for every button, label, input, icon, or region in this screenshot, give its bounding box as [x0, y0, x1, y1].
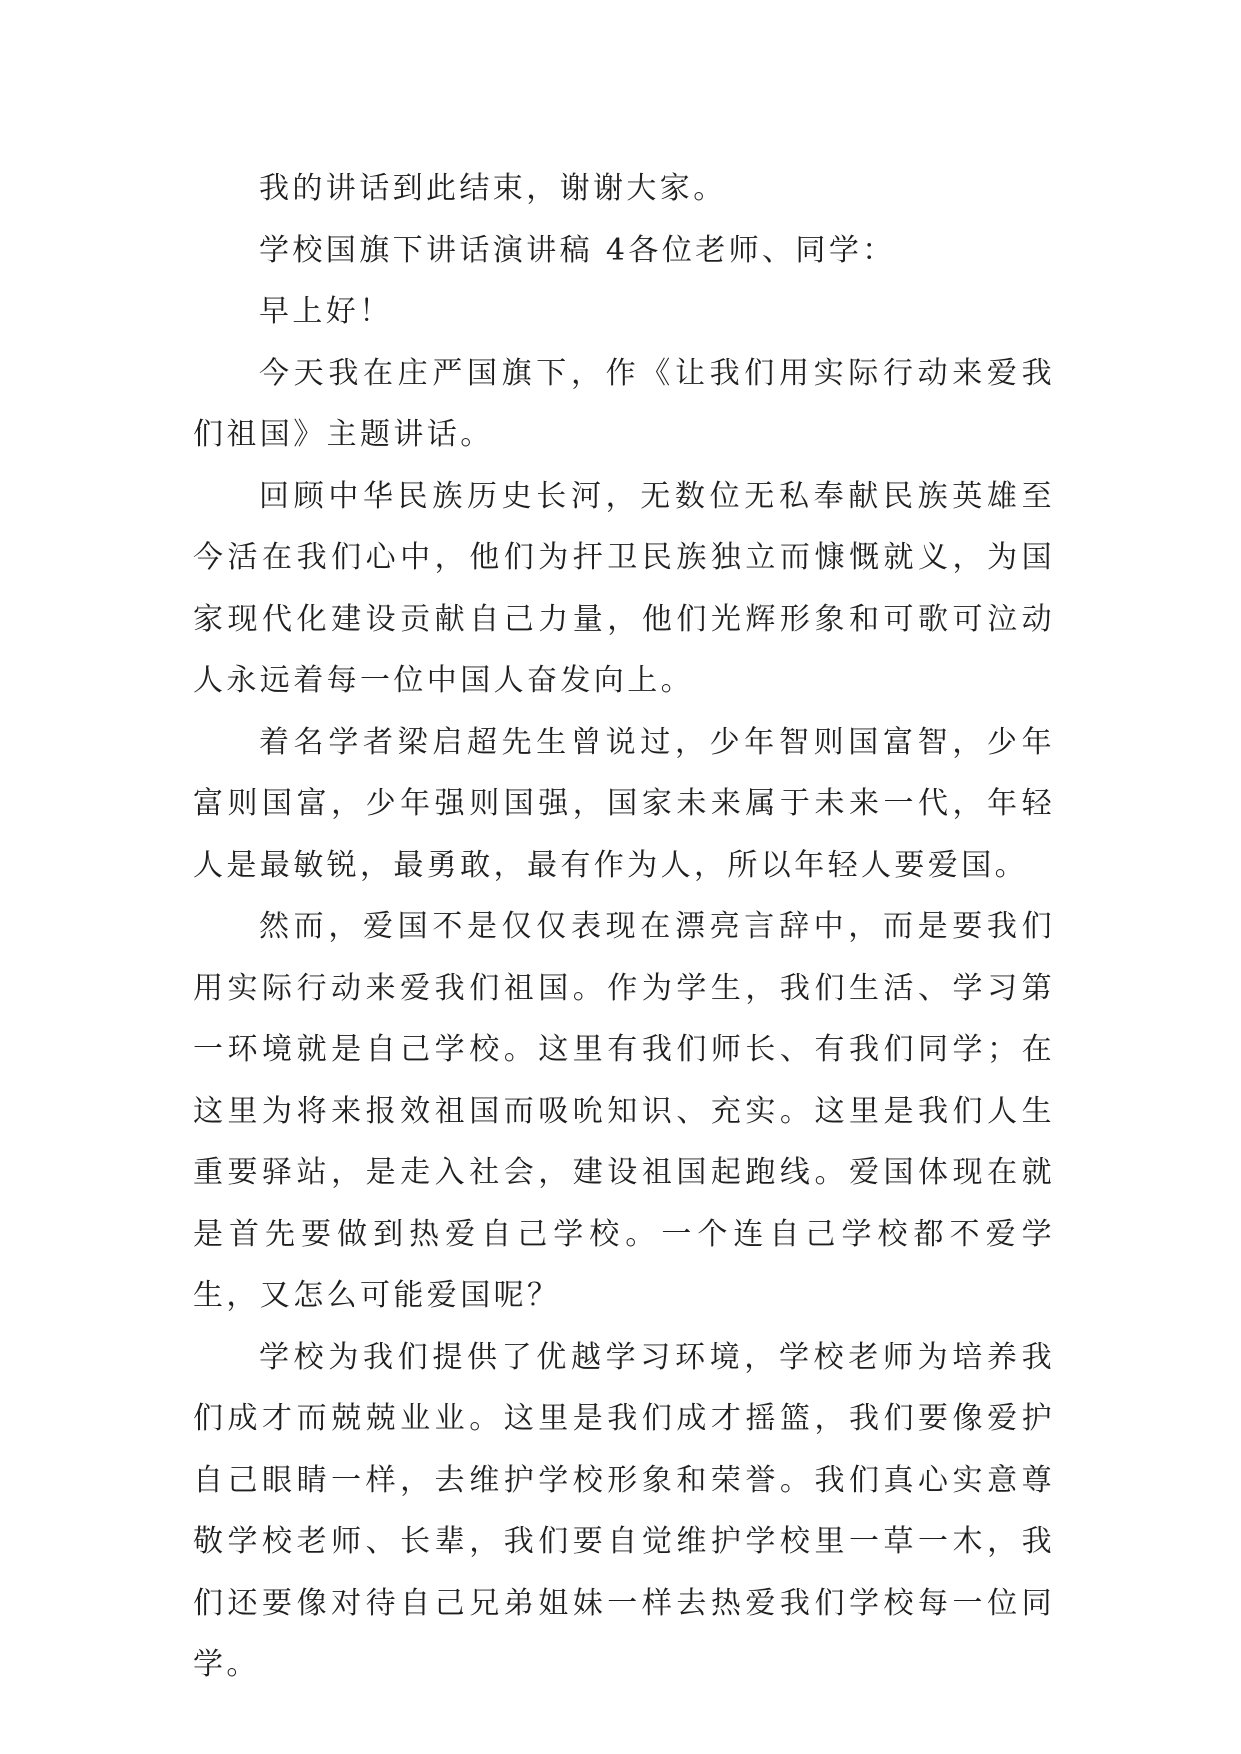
- paragraph-closing: 我的讲话到此结束，谢谢大家。: [259, 171, 727, 206]
- paragraph-liang-qichao: 着名学者梁启超先生曾说过，少年智则国富智，少年富则国富，少年强则国强，国家未来属于未来一代，年轻人是最敏锐，最勇敢，最有作为人，所以年轻人要爱国。: [193, 724, 1055, 883]
- paragraph-speech-title: 学校国旗下讲话演讲稿 4各位老师、同学：: [259, 232, 896, 268]
- paragraph-history: 回顾中华民族历史长河，无数位无私奉献民族英雄至今活在我们心中，他们为扞卫民族独立而慷慨就义，为国家现代化建设贡献自己力量，他们光辉形象和可歌可泣动人永远着每一位中国人奋发向上。: [193, 478, 1055, 698]
- paragraph-greeting: 早上好！: [259, 294, 393, 329]
- paragraph-love-school: 然而，爱国不是仅仅表现在漂亮言辞中，而是要我们用实际行动来爱我们祖国。作为学生，我们生活、学习第一环境就是自己学校。这里有我们师长、有我们同学；在这里为将来报效祖国而吸吮知识、充实。这里是我们人生重要驿站，是走入社会，建设祖国起跑线。爱国体现在就是首先要做到热爱自己学校。一个连自己学校都不爱学生，又怎么可能爱国呢？: [193, 909, 1055, 1313]
- paragraph-school-environment: 学校为我们提供了优越学习环境，学校老师为培养我们成才而兢兢业业。这里是我们成才摇篮，我们要像爱护自己眼睛一样，去维护学校形象和荣誉。我们真心实意尊敬学校老师、长辈，我们要自觉维护学校里一草一木，我们还要像对待自己兄弟姐妹一样去热爱我们学校每一位同学。: [193, 1339, 1055, 1682]
- paragraph-topic: 今天我在庄严国旗下，作《让我们用实际行动来爱我们祖国》主题讲话。: [193, 355, 1055, 452]
- document-body: [193, 158, 1055, 1696]
